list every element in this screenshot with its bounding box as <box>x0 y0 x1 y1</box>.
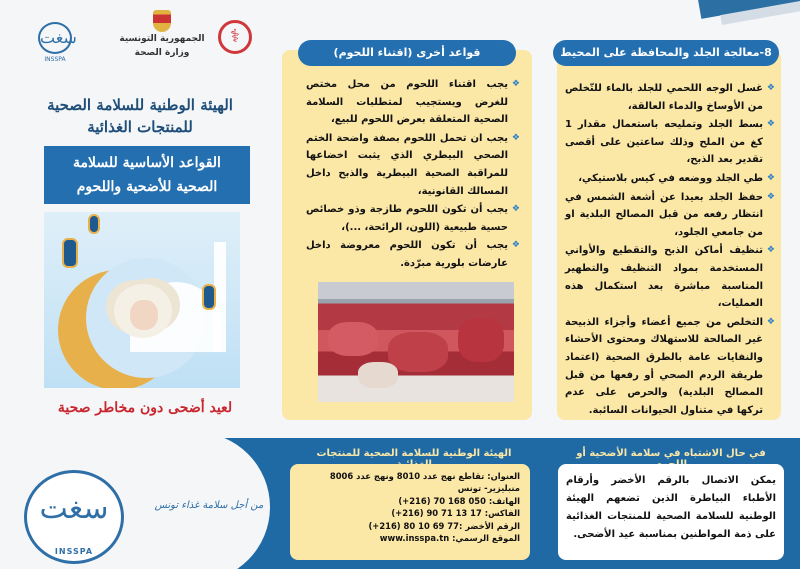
tagline: من أجل سلامة غذاء تونس <box>154 500 264 511</box>
org-footer-label: الهيئة الوطنية للسلامة الصحية للمنتجات <box>316 448 512 459</box>
org-title <box>25 94 255 138</box>
skin-treatment-rules <box>565 80 773 420</box>
list-item: ❖ يجب أن تكون اللحوم معروضة داخل عارضات بلورية مبرّدة. <box>306 237 518 272</box>
skin-treatment-panel <box>557 46 781 420</box>
list-item: ❖ يجب ان تحمل اللحوم بصفة واضحة الختم الصحي البيطري الذي يثبت اخضاعها للمراقبة الصحية البيطرية والذبح داخل المسالك القانونية، <box>306 130 518 200</box>
insspa-small-label: INSSPA <box>44 56 66 63</box>
slogan: لعيد أضحى دون مخاطر صحية <box>57 400 233 416</box>
list-item: ❖ طي الجلد ووضعه في كيس بلاستيكي، <box>565 170 773 188</box>
insspa-name: INSSPA <box>54 547 94 556</box>
website: الموقع الرسمي: www.insspa.tn <box>379 533 520 544</box>
list-item: ❖ تنظيف أماكن الذبح والتقطيع والأواني المستخدمة بمواد التنظيف والتطهير المناسبة مباشرة بعد استكمال هذه العمليات، <box>565 242 773 312</box>
green-number: الرقم الأخضر :77 69 10 80 (216+) <box>368 520 520 531</box>
lantern-icon <box>202 284 216 310</box>
main-title <box>44 146 250 204</box>
meat-purchase-panel <box>282 46 532 420</box>
list-item: ❖ غسل الوجه اللحمي للجلد بالماء للتّخلص من الأوساخ والدماء العالقة، <box>565 80 773 115</box>
header-logos <box>20 10 255 80</box>
insspa-mark-icon: سغت <box>38 22 72 54</box>
ministry-label: وزارة الصحة <box>134 48 190 58</box>
meat-display-photo <box>318 282 514 402</box>
notice-box: يمكن الاتصال بالرقم الأخضر وأرقام الأطباء البياطرة الذين تضعهم الهيئة الوطنية للسلامة الصحية للمنتجات الغذائية على ذمة المواطنين بمناسبة عيد الأضحى. <box>558 464 784 560</box>
list-item: ❖ حفظ الجلد بعيدا عن أشعة الشمس في انتظار رفعه من قبل المصالح البلدية او من جامعي الجلود، <box>565 189 773 242</box>
main-title-line1: القواعد الأساسية للسلامة <box>73 155 221 171</box>
list-item: ❖ يجب أن تكون اللحوم طازجة وذو خصائص حسية طبيعية (اللون، الرائحة، ...)، <box>306 201 518 236</box>
insspa-logo <box>24 470 124 564</box>
list-item: ❖ بسط الجلد وتمليحه باستعمال مقدار 1 كغ من الملح وذلك ساعتين على أقصى تقدير بعد الذبح، <box>565 116 773 169</box>
lantern-icon <box>62 238 78 268</box>
republic-label: الجمهورية التونسية <box>119 34 205 44</box>
contact-box <box>290 464 530 560</box>
meat-purchase-header: قواعد أخرى (اقتناء اللحوم) <box>298 40 516 66</box>
ministry-health-logo-icon: ⚕ <box>218 20 252 54</box>
org-title-line2: للمنتجات الغذائية <box>87 118 193 136</box>
tunisia-emblem <box>102 10 222 70</box>
meat-purchase-rules <box>306 76 518 274</box>
insspa-logo-small <box>30 22 80 66</box>
address-line1: العنوان: تقاطع نهج عدد 8010 ونهج عدد 8006 <box>329 471 520 481</box>
eid-illustration <box>44 212 240 388</box>
phone: الهاتف: 050 168 70 (216+) <box>398 495 520 506</box>
corner-decoration <box>690 0 800 30</box>
skin-treatment-header: 8-معالجة الجلد والمحافظة على المحيط <box>553 40 779 66</box>
crest-icon <box>153 10 171 32</box>
org-title-line1: الهيئة الوطنية للسلامة الصحية <box>47 96 233 114</box>
suspicion-label: في حال الاشتباه في سلامة الأضحية أو <box>576 448 766 459</box>
list-item: ❖ يجب اقتناء اللحوم من محل مختص للغرض ويستجيب لمتطلبات السلامة الصحية المتعلقة بعرض اللحوم للبيع، <box>306 76 518 129</box>
list-item: ❖ التخلص من جميع أعضاء وأجزاء الذبيحة غير الصالحة للاستهلاك ومحتوى الأحشاء والنفايات عامة بالطرق الصحية (اعتماد طريقة الردم الصحي أو رفعها من قبل المصالح البلدية) والحرص على عدم تركها في متناول الحيوانات السائبة. <box>565 314 773 420</box>
lantern-icon <box>88 214 100 234</box>
main-title-line2: الصحية للأضحية واللحوم <box>76 179 218 195</box>
insspa-mark-icon: سغت <box>39 491 109 526</box>
fax: الفاكس: 17 13 71 90 (216+) <box>391 508 520 519</box>
address-line2: منبليزير- تونس <box>457 483 520 494</box>
